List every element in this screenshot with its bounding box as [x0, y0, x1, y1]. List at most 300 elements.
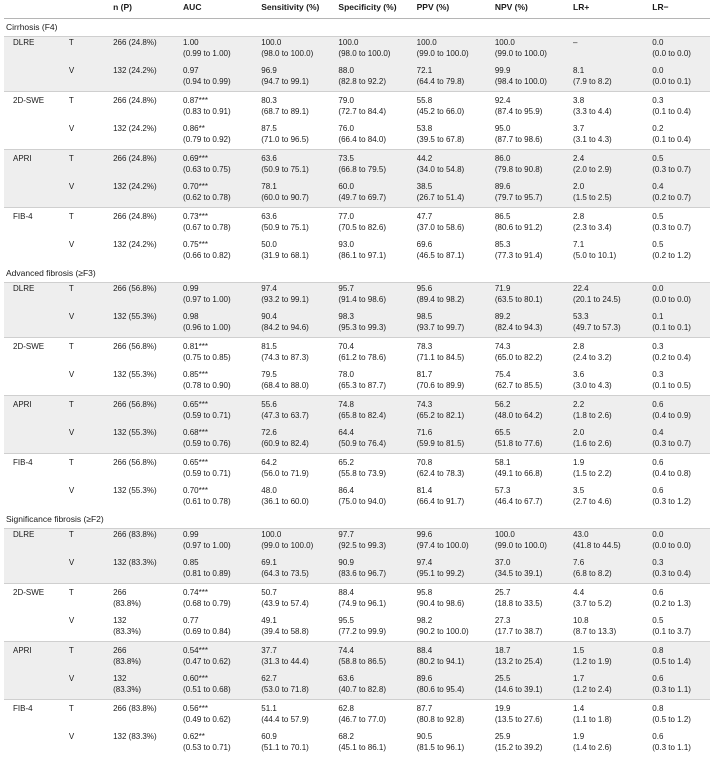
cohort-cell: T — [69, 642, 113, 668]
cell-value: 98.5 — [417, 311, 495, 322]
table-row — [4, 305, 710, 338]
lr-positive-cell — [573, 338, 652, 364]
cell-ci: (0.99 to 1.00) — [183, 48, 261, 59]
cell-value: 70.4 — [338, 341, 416, 352]
cell-ci: (0.68 to 0.79) — [183, 598, 261, 609]
cell-ci: (1.5 to 2.5) — [573, 192, 652, 203]
lr-negative-cell — [652, 117, 710, 150]
cell-value: 266 (56.8%) — [113, 283, 183, 294]
cell-ci: (26.7 to 51.4) — [417, 192, 495, 203]
cell-ci: (93.7 to 99.7) — [417, 322, 495, 333]
cell-ci: (71.0 to 96.5) — [261, 134, 338, 145]
cell-value: 89.6 — [417, 673, 495, 684]
cell-value: 69.6 — [417, 239, 495, 250]
lr-positive-cell — [573, 700, 652, 726]
test-name-cell: 2D-SWE — [4, 584, 69, 610]
test-name-cell — [4, 59, 69, 92]
npv-cell — [495, 584, 573, 610]
cohort-cell: V — [69, 59, 113, 92]
auc-cell — [183, 551, 261, 584]
cell-value: 72.1 — [417, 65, 495, 76]
cell-value: 0.97 — [183, 65, 261, 76]
lr-positive-cell — [573, 421, 652, 454]
table-row — [4, 642, 710, 668]
cell-value: 0.0 — [652, 37, 710, 48]
ppv-cell — [417, 305, 495, 338]
cell-value: 90.4 — [261, 311, 338, 322]
cell-ci: (89.4 to 98.2) — [417, 294, 495, 305]
cell-value: 87.5 — [261, 123, 338, 134]
cell-ci: (45.1 to 86.1) — [338, 742, 416, 753]
cell-value: 37.7 — [261, 645, 338, 656]
npv-cell — [495, 479, 573, 511]
auc-cell — [183, 37, 261, 60]
cohort-cell: V — [69, 233, 113, 265]
cell-value: 132 (55.3%) — [113, 369, 183, 380]
sensitivity-cell — [261, 150, 338, 176]
cell-ci: (0.97 to 1.00) — [183, 294, 261, 305]
auc-cell — [183, 175, 261, 208]
lr-negative-cell — [652, 283, 710, 306]
cohort-cell: T — [69, 529, 113, 552]
cell-value: 0.87*** — [183, 95, 261, 106]
sensitivity-cell — [261, 233, 338, 265]
test-name-cell — [4, 609, 69, 642]
cell-ci: (90.2 to 100.0) — [417, 626, 495, 637]
table-row — [4, 175, 710, 208]
cell-value: 18.7 — [495, 645, 573, 656]
table-row — [4, 454, 710, 480]
cell-value: 10.8 — [573, 615, 652, 626]
cell-value: 99.6 — [417, 529, 495, 540]
sensitivity-cell — [261, 338, 338, 364]
cell-value: 0.65*** — [183, 399, 261, 410]
cell-value: 92.4 — [495, 95, 573, 106]
column-header: Specificity (%) — [338, 0, 416, 19]
cell-value: 89.6 — [495, 181, 573, 192]
cell-ci: (0.3 to 1.1) — [652, 684, 710, 695]
cell-value: 78.0 — [338, 369, 416, 380]
cell-value: 38.5 — [417, 181, 495, 192]
cell-value: 0.6 — [652, 731, 710, 742]
npv-cell — [495, 396, 573, 422]
n-cell — [113, 667, 183, 700]
cell-value: 55.8 — [417, 95, 495, 106]
table-row — [4, 92, 710, 118]
section-header-row — [4, 19, 710, 37]
cell-value: 0.3 — [652, 557, 710, 568]
lr-positive-cell — [573, 59, 652, 92]
cell-value: 266 (56.8%) — [113, 341, 183, 352]
cell-value: 266 (24.8%) — [113, 211, 183, 222]
cell-ci: (46.4 to 67.7) — [495, 496, 573, 507]
cell-value: 266 (83.8%) — [113, 529, 183, 540]
auc-cell — [183, 305, 261, 338]
npv-cell — [495, 725, 573, 757]
specificity-cell — [338, 396, 416, 422]
cell-ci: (13.2 to 25.4) — [495, 656, 573, 667]
cell-ci: (0.2 to 0.7) — [652, 192, 710, 203]
cohort-cell: T — [69, 454, 113, 480]
test-name-cell: DLRE — [4, 283, 69, 306]
cell-value: 99.9 — [495, 65, 573, 76]
cell-value: 132 (55.3%) — [113, 311, 183, 322]
cell-ci: (0.1 to 0.4) — [652, 134, 710, 145]
cell-ci: (49.7 to 69.7) — [338, 192, 416, 203]
cell-value: 1.9 — [573, 731, 652, 742]
specificity-cell — [338, 642, 416, 668]
cell-value: 0.54*** — [183, 645, 261, 656]
auc-cell — [183, 208, 261, 234]
table-row — [4, 208, 710, 234]
test-name-cell: DLRE — [4, 529, 69, 552]
cell-value: 0.68*** — [183, 427, 261, 438]
table-row — [4, 584, 710, 610]
cell-ci: (64.3 to 73.5) — [261, 568, 338, 579]
specificity-cell — [338, 175, 416, 208]
specificity-cell — [338, 59, 416, 92]
cohort-cell: V — [69, 667, 113, 700]
cell-ci: (50.9 to 75.1) — [261, 222, 338, 233]
lr-negative-cell — [652, 609, 710, 642]
cell-ci: (86.1 to 97.1) — [338, 250, 416, 261]
cell-ci: (99.0 to 100.0) — [495, 48, 573, 59]
cell-value: 132 (83.3%) — [113, 557, 183, 568]
specificity-cell — [338, 725, 416, 757]
auc-cell — [183, 233, 261, 265]
cell-value: 88.4 — [338, 587, 416, 598]
test-name-cell — [4, 175, 69, 208]
table-row — [4, 338, 710, 364]
cell-value: 98.2 — [417, 615, 495, 626]
lr-negative-cell — [652, 338, 710, 364]
cell-value: 25.9 — [495, 731, 573, 742]
n-cell — [113, 396, 183, 422]
cell-ci: (60.0 to 90.7) — [261, 192, 338, 203]
cell-ci: (70.5 to 82.6) — [338, 222, 416, 233]
cell-value: 0.69*** — [183, 153, 261, 164]
cohort-cell: V — [69, 117, 113, 150]
cell-value: 27.3 — [495, 615, 573, 626]
lr-positive-cell — [573, 454, 652, 480]
lr-negative-cell — [652, 667, 710, 700]
table-row — [4, 59, 710, 92]
n-cell — [113, 454, 183, 480]
cell-value: 89.2 — [495, 311, 573, 322]
cell-value: 74.3 — [495, 341, 573, 352]
auc-cell — [183, 700, 261, 726]
cell-value: 266 (24.8%) — [113, 153, 183, 164]
test-name-cell: APRI — [4, 396, 69, 422]
table-row — [4, 667, 710, 700]
cell-ci: (17.7 to 38.7) — [495, 626, 573, 637]
cohort-cell: V — [69, 479, 113, 511]
cohort-cell: T — [69, 150, 113, 176]
sensitivity-cell — [261, 667, 338, 700]
cell-ci: (34.0 to 54.8) — [417, 164, 495, 175]
cell-value: 0.2 — [652, 123, 710, 134]
cell-ci: (64.4 to 79.8) — [417, 76, 495, 87]
cell-value: 55.6 — [261, 399, 338, 410]
cell-value: 0.3 — [652, 369, 710, 380]
lr-negative-cell — [652, 305, 710, 338]
cell-value: 93.0 — [338, 239, 416, 250]
sensitivity-cell — [261, 529, 338, 552]
ppv-cell — [417, 454, 495, 480]
cell-ci: (40.7 to 82.8) — [338, 684, 416, 695]
cell-value: 98.3 — [338, 311, 416, 322]
cell-value: 0.4 — [652, 181, 710, 192]
ppv-cell — [417, 396, 495, 422]
cell-value: 97.4 — [417, 557, 495, 568]
cell-ci: (87.4 to 95.9) — [495, 106, 573, 117]
cell-value: 74.4 — [338, 645, 416, 656]
cell-value: 266 — [113, 587, 183, 598]
section-header-row — [4, 511, 710, 529]
cell-value: 0.6 — [652, 673, 710, 684]
lr-positive-cell — [573, 609, 652, 642]
cell-ci: (8.7 to 13.3) — [573, 626, 652, 637]
sensitivity-cell — [261, 175, 338, 208]
cohort-cell: T — [69, 584, 113, 610]
cell-value: 78.1 — [261, 181, 338, 192]
cohort-cell: V — [69, 421, 113, 454]
cell-ci: (0.2 to 1.2) — [652, 250, 710, 261]
cell-ci: (0.49 to 0.62) — [183, 714, 261, 725]
cell-value: 81.5 — [261, 341, 338, 352]
cell-value: 57.3 — [495, 485, 573, 496]
cell-value: 86.4 — [338, 485, 416, 496]
auc-cell — [183, 396, 261, 422]
lr-negative-cell — [652, 551, 710, 584]
npv-cell — [495, 283, 573, 306]
sensitivity-cell — [261, 642, 338, 668]
table-row — [4, 363, 710, 396]
cell-value: 132 — [113, 673, 183, 684]
cell-ci: (0.5 to 1.2) — [652, 714, 710, 725]
n-cell — [113, 421, 183, 454]
cell-ci: (50.9 to 76.4) — [338, 438, 416, 449]
cell-value: 0.86** — [183, 123, 261, 134]
cell-value: 2.0 — [573, 427, 652, 438]
sensitivity-cell — [261, 479, 338, 511]
npv-cell — [495, 609, 573, 642]
cell-value: 2.8 — [573, 341, 652, 352]
cell-ci: (71.1 to 84.5) — [417, 352, 495, 363]
cell-ci: (99.0 to 100.0) — [261, 540, 338, 551]
cell-value: 74.8 — [338, 399, 416, 410]
auc-cell — [183, 454, 261, 480]
cell-ci: (0.63 to 0.75) — [183, 164, 261, 175]
cell-value: 95.0 — [495, 123, 573, 134]
cell-ci: (1.2 to 1.9) — [573, 656, 652, 667]
test-name-cell: 2D-SWE — [4, 92, 69, 118]
table-row — [4, 529, 710, 552]
npv-cell — [495, 363, 573, 396]
cell-value: 132 (24.2%) — [113, 239, 183, 250]
cell-value: 266 (56.8%) — [113, 457, 183, 468]
cell-ci: (45.2 to 66.0) — [417, 106, 495, 117]
cell-ci: (0.0 to 0.0) — [652, 48, 710, 59]
cell-value: 0.0 — [652, 65, 710, 76]
test-name-cell — [4, 305, 69, 338]
npv-cell — [495, 667, 573, 700]
lr-positive-cell — [573, 551, 652, 584]
cell-value: 75.4 — [495, 369, 573, 380]
npv-cell — [495, 117, 573, 150]
cell-ci: (0.3 to 0.7) — [652, 164, 710, 175]
cell-value: 3.6 — [573, 369, 652, 380]
cell-ci: (0.83 to 0.91) — [183, 106, 261, 117]
cohort-cell: T — [69, 338, 113, 364]
cell-value: 73.5 — [338, 153, 416, 164]
cell-value: 0.75*** — [183, 239, 261, 250]
lr-positive-cell — [573, 363, 652, 396]
cell-value: 7.6 — [573, 557, 652, 568]
lr-negative-cell — [652, 150, 710, 176]
n-cell — [113, 609, 183, 642]
cell-ci: (3.3 to 4.4) — [573, 106, 652, 117]
cell-value: 100.0 — [495, 529, 573, 540]
cell-value: 3.5 — [573, 485, 652, 496]
cell-ci: (34.5 to 39.1) — [495, 568, 573, 579]
test-name-cell: DLRE — [4, 37, 69, 60]
sensitivity-cell — [261, 92, 338, 118]
cell-value: 63.6 — [338, 673, 416, 684]
cell-ci: (0.1 to 0.4) — [652, 106, 710, 117]
lr-negative-cell — [652, 92, 710, 118]
cell-ci: (2.7 to 4.6) — [573, 496, 652, 507]
specificity-cell — [338, 283, 416, 306]
cell-ci: (0.61 to 0.78) — [183, 496, 261, 507]
lr-positive-cell — [573, 233, 652, 265]
cell-value: 96.9 — [261, 65, 338, 76]
cell-value: 132 (55.3%) — [113, 427, 183, 438]
cell-ci: (99.0 to 100.0) — [417, 48, 495, 59]
specificity-cell — [338, 667, 416, 700]
table-row — [4, 551, 710, 584]
sensitivity-cell — [261, 551, 338, 584]
cell-ci: (79.7 to 95.7) — [495, 192, 573, 203]
cell-ci: (0.2 to 1.3) — [652, 598, 710, 609]
cell-value: 60.0 — [338, 181, 416, 192]
cell-ci: (59.9 to 81.5) — [417, 438, 495, 449]
cell-value: 95.6 — [417, 283, 495, 294]
cell-ci: (77.2 to 99.9) — [338, 626, 416, 637]
ppv-cell — [417, 421, 495, 454]
npv-cell — [495, 305, 573, 338]
cell-ci: (0.59 to 0.76) — [183, 438, 261, 449]
test-name-cell — [4, 363, 69, 396]
cell-value: 56.2 — [495, 399, 573, 410]
n-cell — [113, 117, 183, 150]
cell-ci: (2.0 to 2.9) — [573, 164, 652, 175]
cell-value: 0.5 — [652, 211, 710, 222]
cell-value: 0.62** — [183, 731, 261, 742]
cell-ci: (1.2 to 2.4) — [573, 684, 652, 695]
cell-value: 60.9 — [261, 731, 338, 742]
cell-ci: (65.8 to 82.4) — [338, 410, 416, 421]
specificity-cell — [338, 551, 416, 584]
cell-ci: (66.4 to 84.0) — [338, 134, 416, 145]
lr-negative-cell — [652, 584, 710, 610]
column-header: NPV (%) — [495, 0, 573, 19]
lr-positive-cell — [573, 175, 652, 208]
cell-value: 62.8 — [338, 703, 416, 714]
cell-ci: (31.3 to 44.4) — [261, 656, 338, 667]
specificity-cell — [338, 584, 416, 610]
cell-ci: (0.3 to 1.2) — [652, 496, 710, 507]
cell-ci: (55.8 to 73.9) — [338, 468, 416, 479]
cell-ci: (37.0 to 58.6) — [417, 222, 495, 233]
cell-ci: (72.7 to 84.4) — [338, 106, 416, 117]
cell-ci: (62.7 to 85.5) — [495, 380, 573, 391]
auc-cell — [183, 725, 261, 757]
lr-positive-cell — [573, 283, 652, 306]
cell-value: 43.0 — [573, 529, 652, 540]
cell-ci: (0.69 to 0.84) — [183, 626, 261, 637]
ppv-cell — [417, 642, 495, 668]
cohort-cell: V — [69, 609, 113, 642]
cell-ci: (80.8 to 92.8) — [417, 714, 495, 725]
cell-value: 70.8 — [417, 457, 495, 468]
cell-ci: (0.51 to 0.68) — [183, 684, 261, 695]
n-cell — [113, 529, 183, 552]
npv-cell — [495, 338, 573, 364]
auc-cell — [183, 92, 261, 118]
lr-positive-cell — [573, 92, 652, 118]
cell-ci: (63.5 to 80.1) — [495, 294, 573, 305]
n-cell — [113, 551, 183, 584]
npv-cell — [495, 59, 573, 92]
lr-negative-cell — [652, 208, 710, 234]
cell-ci: (14.6 to 39.1) — [495, 684, 573, 695]
section-title: Significance fibrosis (≥F2) — [4, 511, 710, 529]
cell-value: 0.3 — [652, 341, 710, 352]
cohort-cell: T — [69, 208, 113, 234]
cell-ci: (0.67 to 0.78) — [183, 222, 261, 233]
specificity-cell — [338, 529, 416, 552]
ppv-cell — [417, 208, 495, 234]
cell-value: 0.5 — [652, 239, 710, 250]
cell-ci: (0.0 to 0.0) — [652, 294, 710, 305]
cell-ci: (0.3 to 0.7) — [652, 438, 710, 449]
lr-positive-cell — [573, 396, 652, 422]
table-row — [4, 421, 710, 454]
cell-value: 0.77 — [183, 615, 261, 626]
cell-ci: (93.2 to 99.1) — [261, 294, 338, 305]
cell-ci: (68.4 to 88.0) — [261, 380, 338, 391]
sensitivity-cell — [261, 305, 338, 338]
cell-ci: (94.7 to 99.1) — [261, 76, 338, 87]
cell-ci: (98.0 to 100.0) — [338, 48, 416, 59]
cell-ci: (6.8 to 8.2) — [573, 568, 652, 579]
cell-value: 37.0 — [495, 557, 573, 568]
cell-value: 72.6 — [261, 427, 338, 438]
table-row — [4, 117, 710, 150]
cell-ci: (0.1 to 0.1) — [652, 322, 710, 333]
cell-value: 79.0 — [338, 95, 416, 106]
npv-cell — [495, 92, 573, 118]
cell-ci: (81.5 to 96.1) — [417, 742, 495, 753]
cell-value: 0.70*** — [183, 485, 261, 496]
cell-value: – — [573, 37, 652, 48]
cell-value: 0.6 — [652, 587, 710, 598]
n-cell — [113, 150, 183, 176]
ppv-cell — [417, 725, 495, 757]
cell-ci: (0.1 to 0.5) — [652, 380, 710, 391]
ppv-cell — [417, 338, 495, 364]
